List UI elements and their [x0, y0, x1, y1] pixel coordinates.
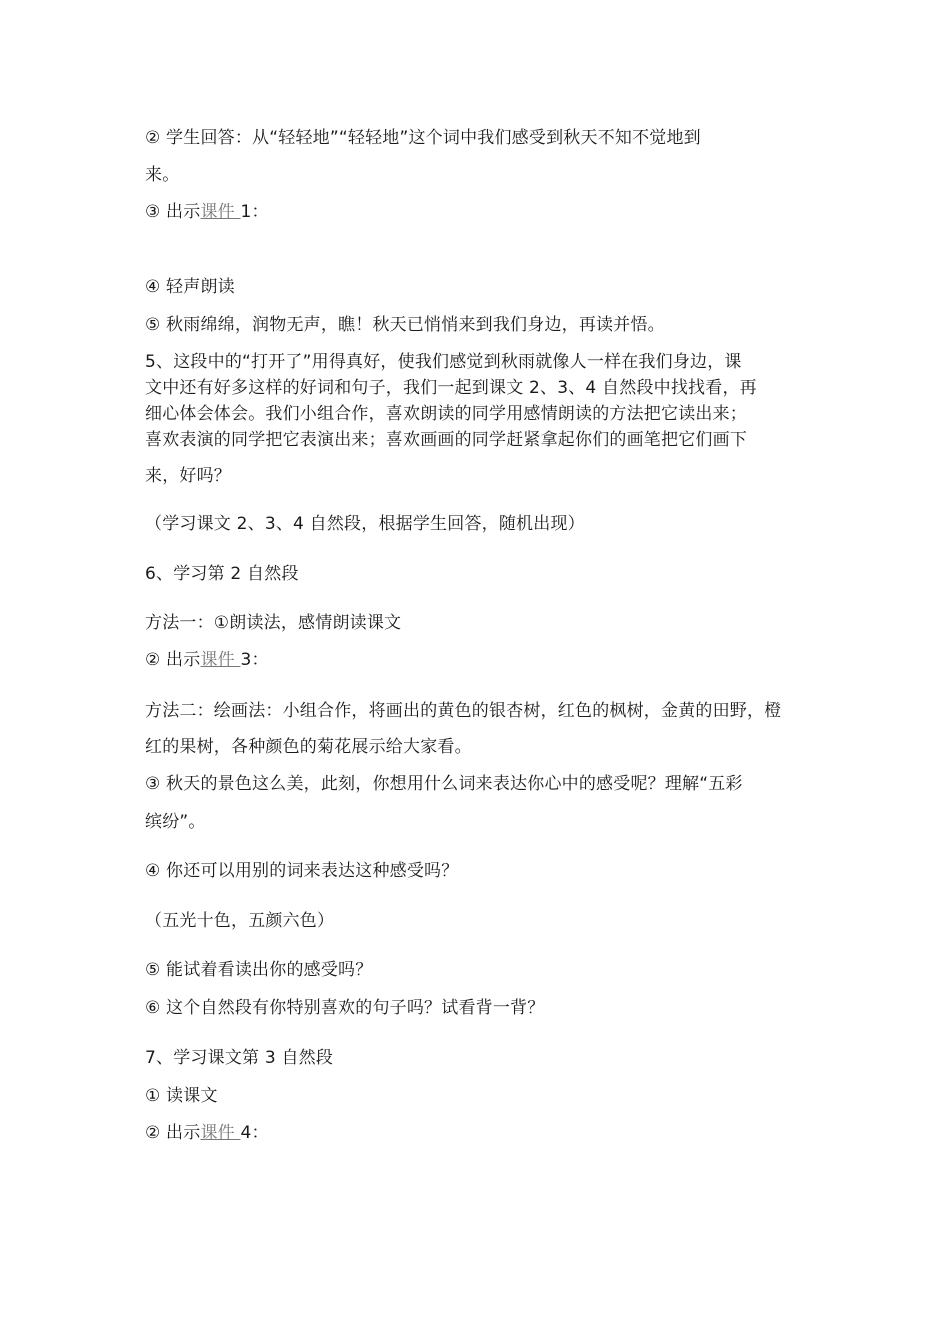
courseware-link-3[interactable]: 课件 — [200, 650, 241, 670]
step-autumn-rain: ⑤ 秋雨绵绵，润物无声，瞧！秋天已悄悄来到我们身边，再读并悟。 — [145, 315, 665, 335]
study-note: （学习课文 2、3、4 自然段，根据学生回答，随机出现） — [145, 514, 585, 534]
step-read-softly: ④ 轻声朗读 — [145, 277, 235, 297]
question-favorite-sentence: ⑥ 这个自然段有你特别喜欢的句子吗？试看背一背？ — [145, 998, 545, 1018]
section-7-heading: 7、学习课文第 3 自然段 — [145, 1048, 334, 1068]
method-two-line1: 方法二：绘画法：小组合作，将画出的黄色的银杏树，红色的枫树，金黄的田野，橙 — [145, 701, 782, 721]
question-other-words: ④ 你还可以用别的词来表达这种感受吗？ — [145, 861, 459, 881]
para5-line5: 来，好吗？ — [145, 466, 231, 486]
courseware-link-1[interactable]: 课件 — [200, 202, 241, 222]
answer-words: （五光十色，五颜六色） — [145, 911, 335, 931]
courseware-link-4[interactable]: 课件 — [200, 1123, 241, 1143]
answer-line-cont: 来。 — [145, 165, 180, 185]
show-courseware-4: ② 出示课件 4： — [145, 1123, 269, 1143]
question-read-feeling: ⑤ 能试着看读出你的感受吗？ — [145, 960, 373, 980]
para5-line4: 喜欢表演的同学把它表演出来；喜欢画画的同学赶紧拿起你们的画笔把它们画下 — [145, 430, 747, 450]
para5-line1: 5、这段中的“打开了”用得真好，使我们感觉到秋雨就像人一样在我们身边，课 — [145, 352, 742, 372]
show-courseware-3: ② 出示课件 3： — [145, 650, 269, 670]
section-6-heading: 6、学习第 2 自然段 — [145, 564, 299, 584]
question-colorful-line1: ③ 秋天的景色这么美，此刻，你想用什么词来表达你心中的感受呢？理解“五彩 — [145, 774, 743, 794]
para5-line2: 文中还有好多这样的好词和句子，我们一起到课文 2、3、4 自然段中找找看，再 — [145, 378, 757, 398]
question-colorful-line2: 缤纷”。 — [145, 812, 206, 832]
step-read-text: ① 读课文 — [145, 1086, 218, 1106]
answer-line: ② 学生回答：从“轻轻地”“轻轻地”这个词中我们感受到秋天不知不觉地到 — [145, 128, 701, 148]
method-two-line2: 红的果树，各种颜色的菊花展示给大家看。 — [145, 737, 472, 757]
para5-line3: 细心体会体会。我们小组合作，喜欢朗读的同学用感情朗读的方法把它读出来； — [145, 404, 747, 424]
method-one: 方法一：①朗读法，感情朗读课文 — [145, 613, 402, 633]
show-courseware-1: ③ 出示课件 1： — [145, 202, 269, 222]
